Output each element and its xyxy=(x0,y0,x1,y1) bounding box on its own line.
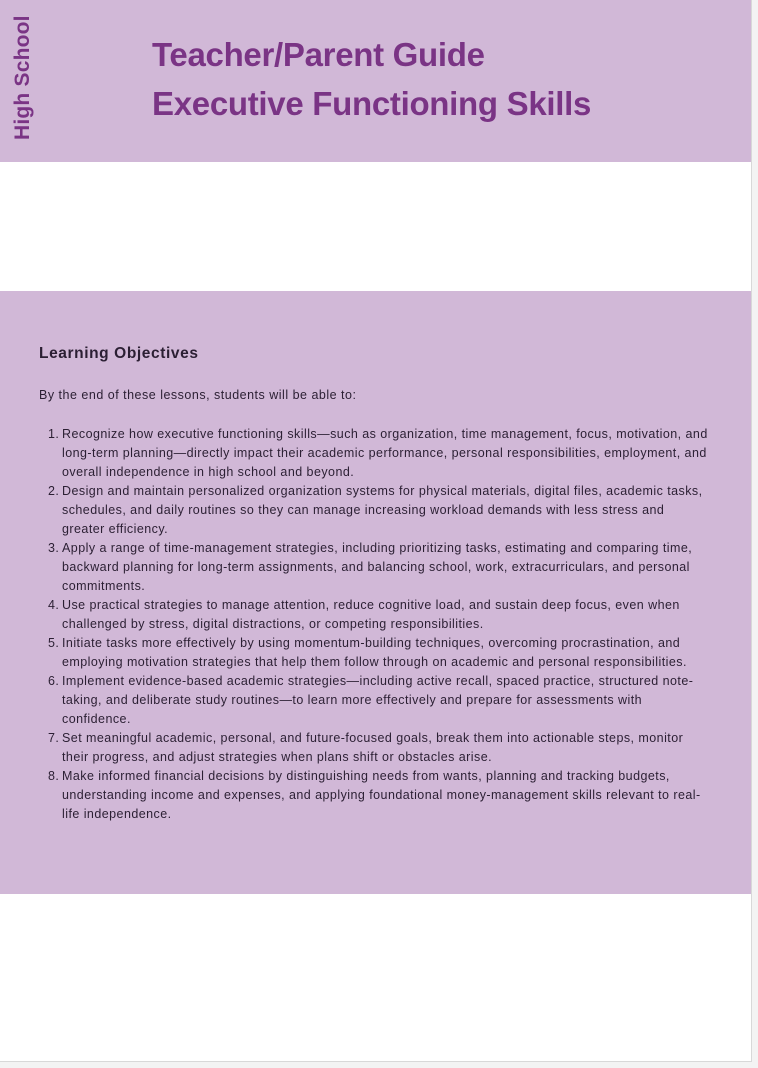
guide-subtitle: Executive Functioning Skills xyxy=(152,85,592,122)
list-item-text: Design and maintain personalized organization systems for physical materials, digital files, academic tasks, schedules, and daily routines so they can manage increasing workload demands with less stress and greater efficiency. xyxy=(62,484,703,536)
list-number: 5. xyxy=(48,636,60,650)
list-number: 7. xyxy=(48,731,60,745)
list-number: 8. xyxy=(48,769,60,783)
list-item xyxy=(39,482,709,539)
list-item xyxy=(39,767,709,824)
list-item xyxy=(39,596,709,634)
objectives-list xyxy=(39,425,709,824)
list-item xyxy=(39,634,709,672)
list-item xyxy=(39,729,709,767)
list-item xyxy=(39,672,709,729)
list-item-text: Make informed financial decisions by distinguishing needs from wants, planning and tracking budgets, understanding income and expenses, and applying foundational money-management skills relevant to real-life independence. xyxy=(62,769,701,821)
guide-title: Teacher/Parent Guide xyxy=(152,36,485,73)
list-item xyxy=(39,539,709,596)
list-item-text: Set meaningful academic, personal, and future-focused goals, break them into actionable steps, monitor their progress, and adjust strategies when plans shift or obstacles arise. xyxy=(62,731,684,764)
objectives-intro: By the end of these lessons, students will be able to: xyxy=(39,388,357,402)
list-number: 6. xyxy=(48,674,60,688)
list-item xyxy=(39,425,709,482)
list-item-text: Initiate tasks more effectively by using momentum-building techniques, overcoming procrastination, and employing motivation strategies that help them follow through on academic and personal responsibilities. xyxy=(62,636,687,669)
list-item-text: Recognize how executive functioning skills—such as organization, time management, focus, motivation, and long-term planning—directly impact their academic performance, personal responsibilities, employment, and overall independence in high school and beyond. xyxy=(62,427,708,479)
list-item-text: Implement evidence-based academic strategies—including active recall, spaced practice, structured note-taking, and deliberate study routines—to learn more effectively and prepare for assessments with confidence. xyxy=(62,674,694,726)
header-band xyxy=(0,0,751,162)
list-number: 3. xyxy=(48,541,60,555)
list-item-text: Use practical strategies to manage attention, reduce cognitive load, and sustain deep focus, even when challenged by stress, digital distractions, or competing responsibilities. xyxy=(62,598,680,631)
learning-objectives-section xyxy=(0,291,751,894)
list-item-text: Apply a range of time-management strategies, including prioritizing tasks, estimating and comparing time, backward planning for long-term assignments, and balancing school, work, extracurriculars, and personal commitments. xyxy=(62,541,693,593)
section-heading: Learning Objectives xyxy=(39,345,199,362)
list-number: 1. xyxy=(48,427,60,441)
grade-level-tag: High School xyxy=(11,15,34,140)
list-number: 4. xyxy=(48,598,60,612)
list-number: 2. xyxy=(48,484,60,498)
